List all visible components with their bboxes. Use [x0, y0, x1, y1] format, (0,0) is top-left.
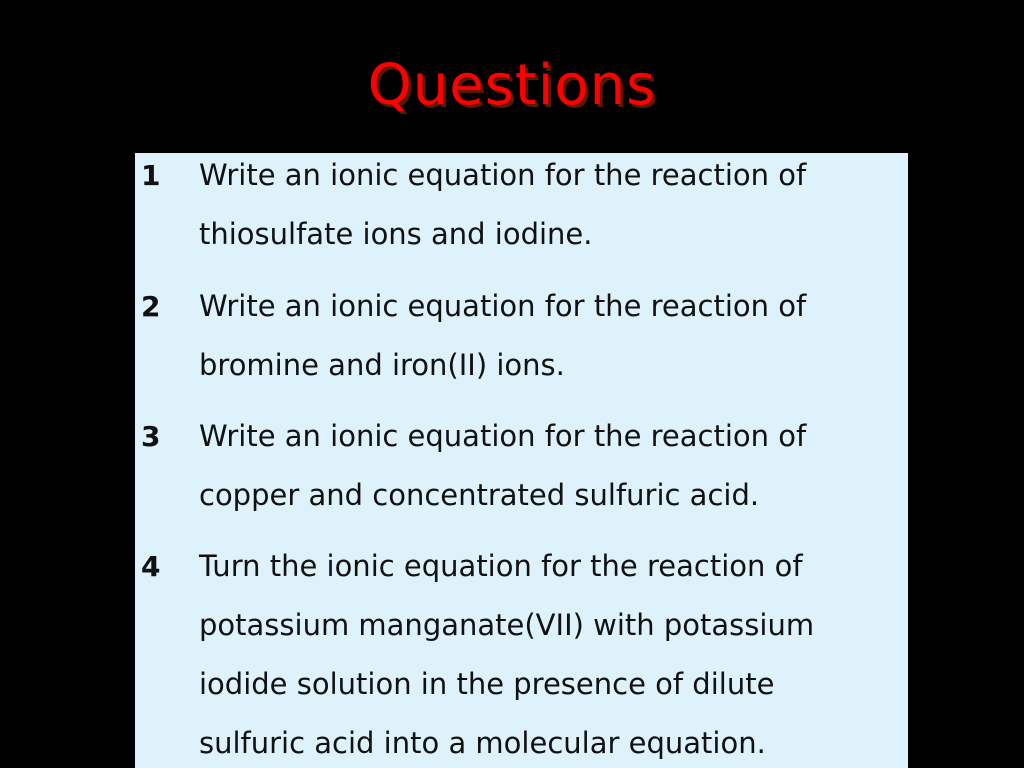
question-line: Write an ionic equation for the reaction of: [199, 289, 807, 323]
question-text: [199, 146, 899, 264]
question-line: bromine and iron(II) ions.: [199, 348, 565, 382]
question-line: Turn the ionic equation for the reaction of: [199, 549, 803, 583]
question-line: potassium manganate(VII) with potassium: [199, 608, 815, 642]
question-number: 4: [141, 550, 161, 583]
question-number: 1: [141, 159, 161, 192]
question-line: iodide solution in the presence of dilute: [199, 667, 775, 701]
question-line: Write an ionic equation for the reaction of: [199, 419, 807, 453]
question-number: 2: [141, 290, 161, 323]
question-text: [199, 407, 899, 525]
question-line: copper and concentrated sulfuric acid.: [199, 478, 760, 512]
question-text: [199, 277, 899, 395]
questions-panel: [135, 153, 908, 768]
question-line: Write an ionic equation for the reaction of: [199, 158, 807, 192]
question-line: sulfuric acid into a molecular equation.: [199, 726, 766, 760]
question-line: thiosulfate ions and iodine.: [199, 217, 593, 251]
slide-title: Questions: [367, 53, 657, 118]
question-number: 3: [141, 420, 161, 453]
question-text: [199, 537, 899, 768]
